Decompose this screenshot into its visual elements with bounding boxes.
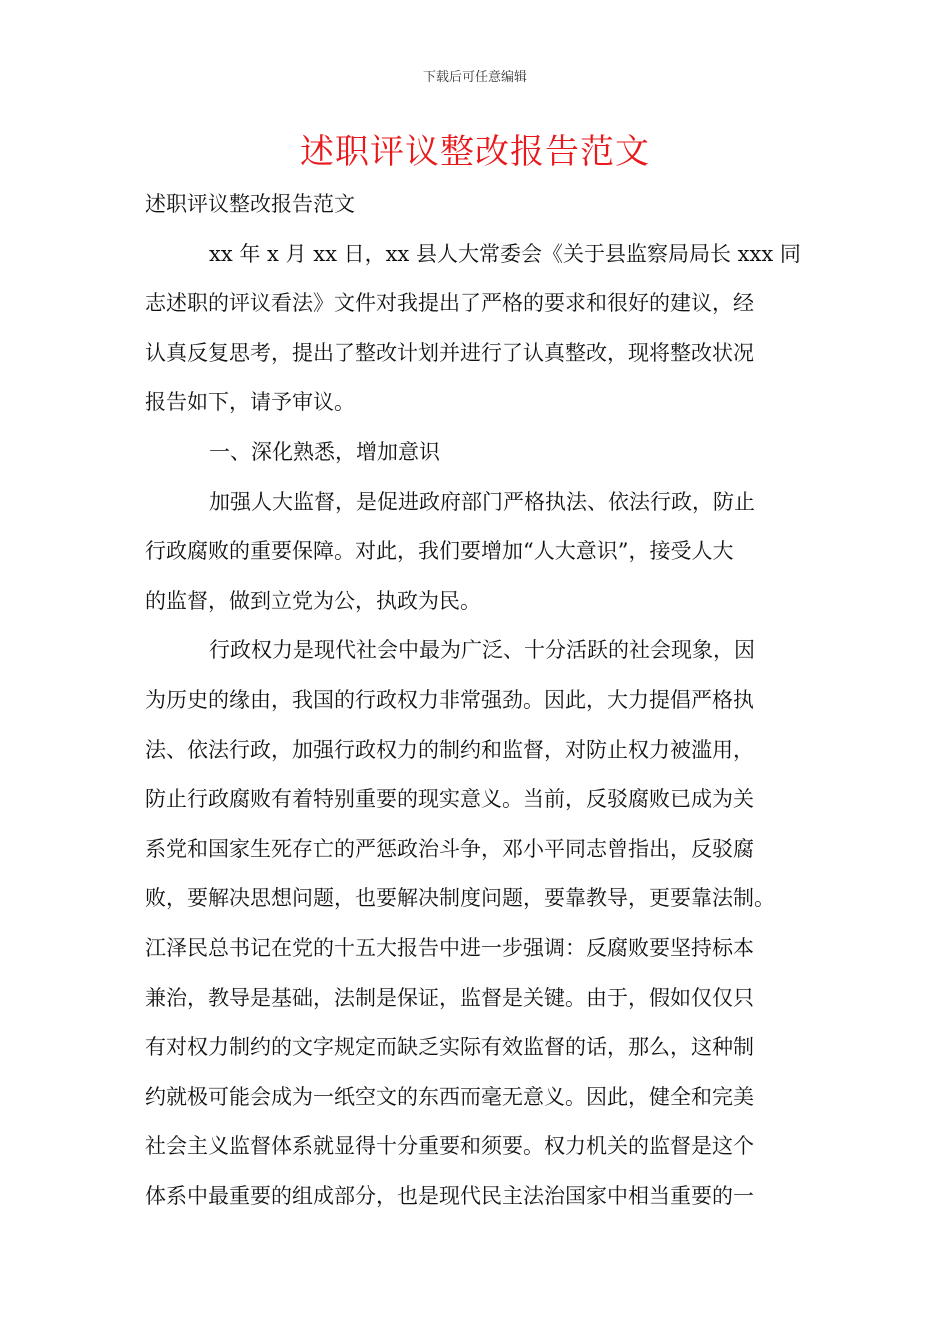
page-header-note: 下载后可任意编辑 [422, 70, 527, 85]
paragraph-line: 志述职的评议看法》文件对我提出了严格的要求和很好的建议，经 [145, 291, 754, 316]
paragraph-line: 有对权力制约的文字规定而缺乏实际有效监督的话，那么，这种制 [145, 1035, 754, 1060]
document-subtitle: 述职评议整改报告范文 [145, 192, 355, 216]
paragraph-line: 法、依法行政，加强行政权力的制约和监督，对防止权力被滥用， [145, 737, 754, 762]
paragraph-line: 行政权力是现代社会中最为广泛、十分活跃的社会现象，因 [209, 638, 755, 663]
document-title: 述职评议整改报告范文 [300, 132, 650, 172]
paragraph-line: 一、深化熟悉，增加意识 [209, 439, 440, 464]
paragraph-line: 为历史的缘由，我国的行政权力非常强劲。因此，大力提倡严格执 [145, 687, 754, 712]
paragraph-line: 体系中最重要的组成部分，也是现代民主法治国家中相当重要的一 [145, 1183, 754, 1208]
paragraph-line: xx 年 x 月 xx 日，xx 县人大常委会《关于县监察局局长 xxx 同 [209, 241, 801, 266]
paragraph-line: 约就极可能会成为一纸空文的东西而毫无意义。因此，健全和完美 [145, 1084, 754, 1109]
paragraph-line: 系党和国家生死存亡的严惩政治斗争，邓小平同志曾指出，反驳腐 [145, 836, 754, 861]
paragraph-line: 兼治，教导是基础，法制是保证，监督是关键。由于，假如仅仅只 [145, 985, 754, 1010]
paragraph-line: 社会主义监督体系就显得十分重要和须要。权力机关的监督是这个 [145, 1134, 754, 1159]
paragraph-line: 行政腐败的重要保障。对此，我们要增加“人大意识”，接受人大 [145, 539, 734, 564]
document-body [145, 180, 810, 1221]
paragraph-line: 加强人大监督，是促进政府部门严格执法、依法行政，防止 [209, 489, 755, 514]
paragraph-line: 防止行政腐败有着特别重要的现实意义。当前，反驳腐败已成为关 [145, 787, 754, 812]
paragraph-line: 报告如下，请予审议。 [145, 390, 355, 415]
paragraph-line: 的监督，做到立党为公，执政为民。 [145, 588, 481, 613]
paragraph-line: 败，要解决思想问题，也要解决制度问题，要靠教导，更要靠法制。 [145, 886, 775, 911]
paragraph-line: 认真反复思考，提出了整改计划并进行了认真整改，现将整改状况 [145, 340, 754, 365]
paragraph-line: 江泽民总书记在党的十五大报告中进一步强调：反腐败要坚持标本 [145, 935, 754, 960]
